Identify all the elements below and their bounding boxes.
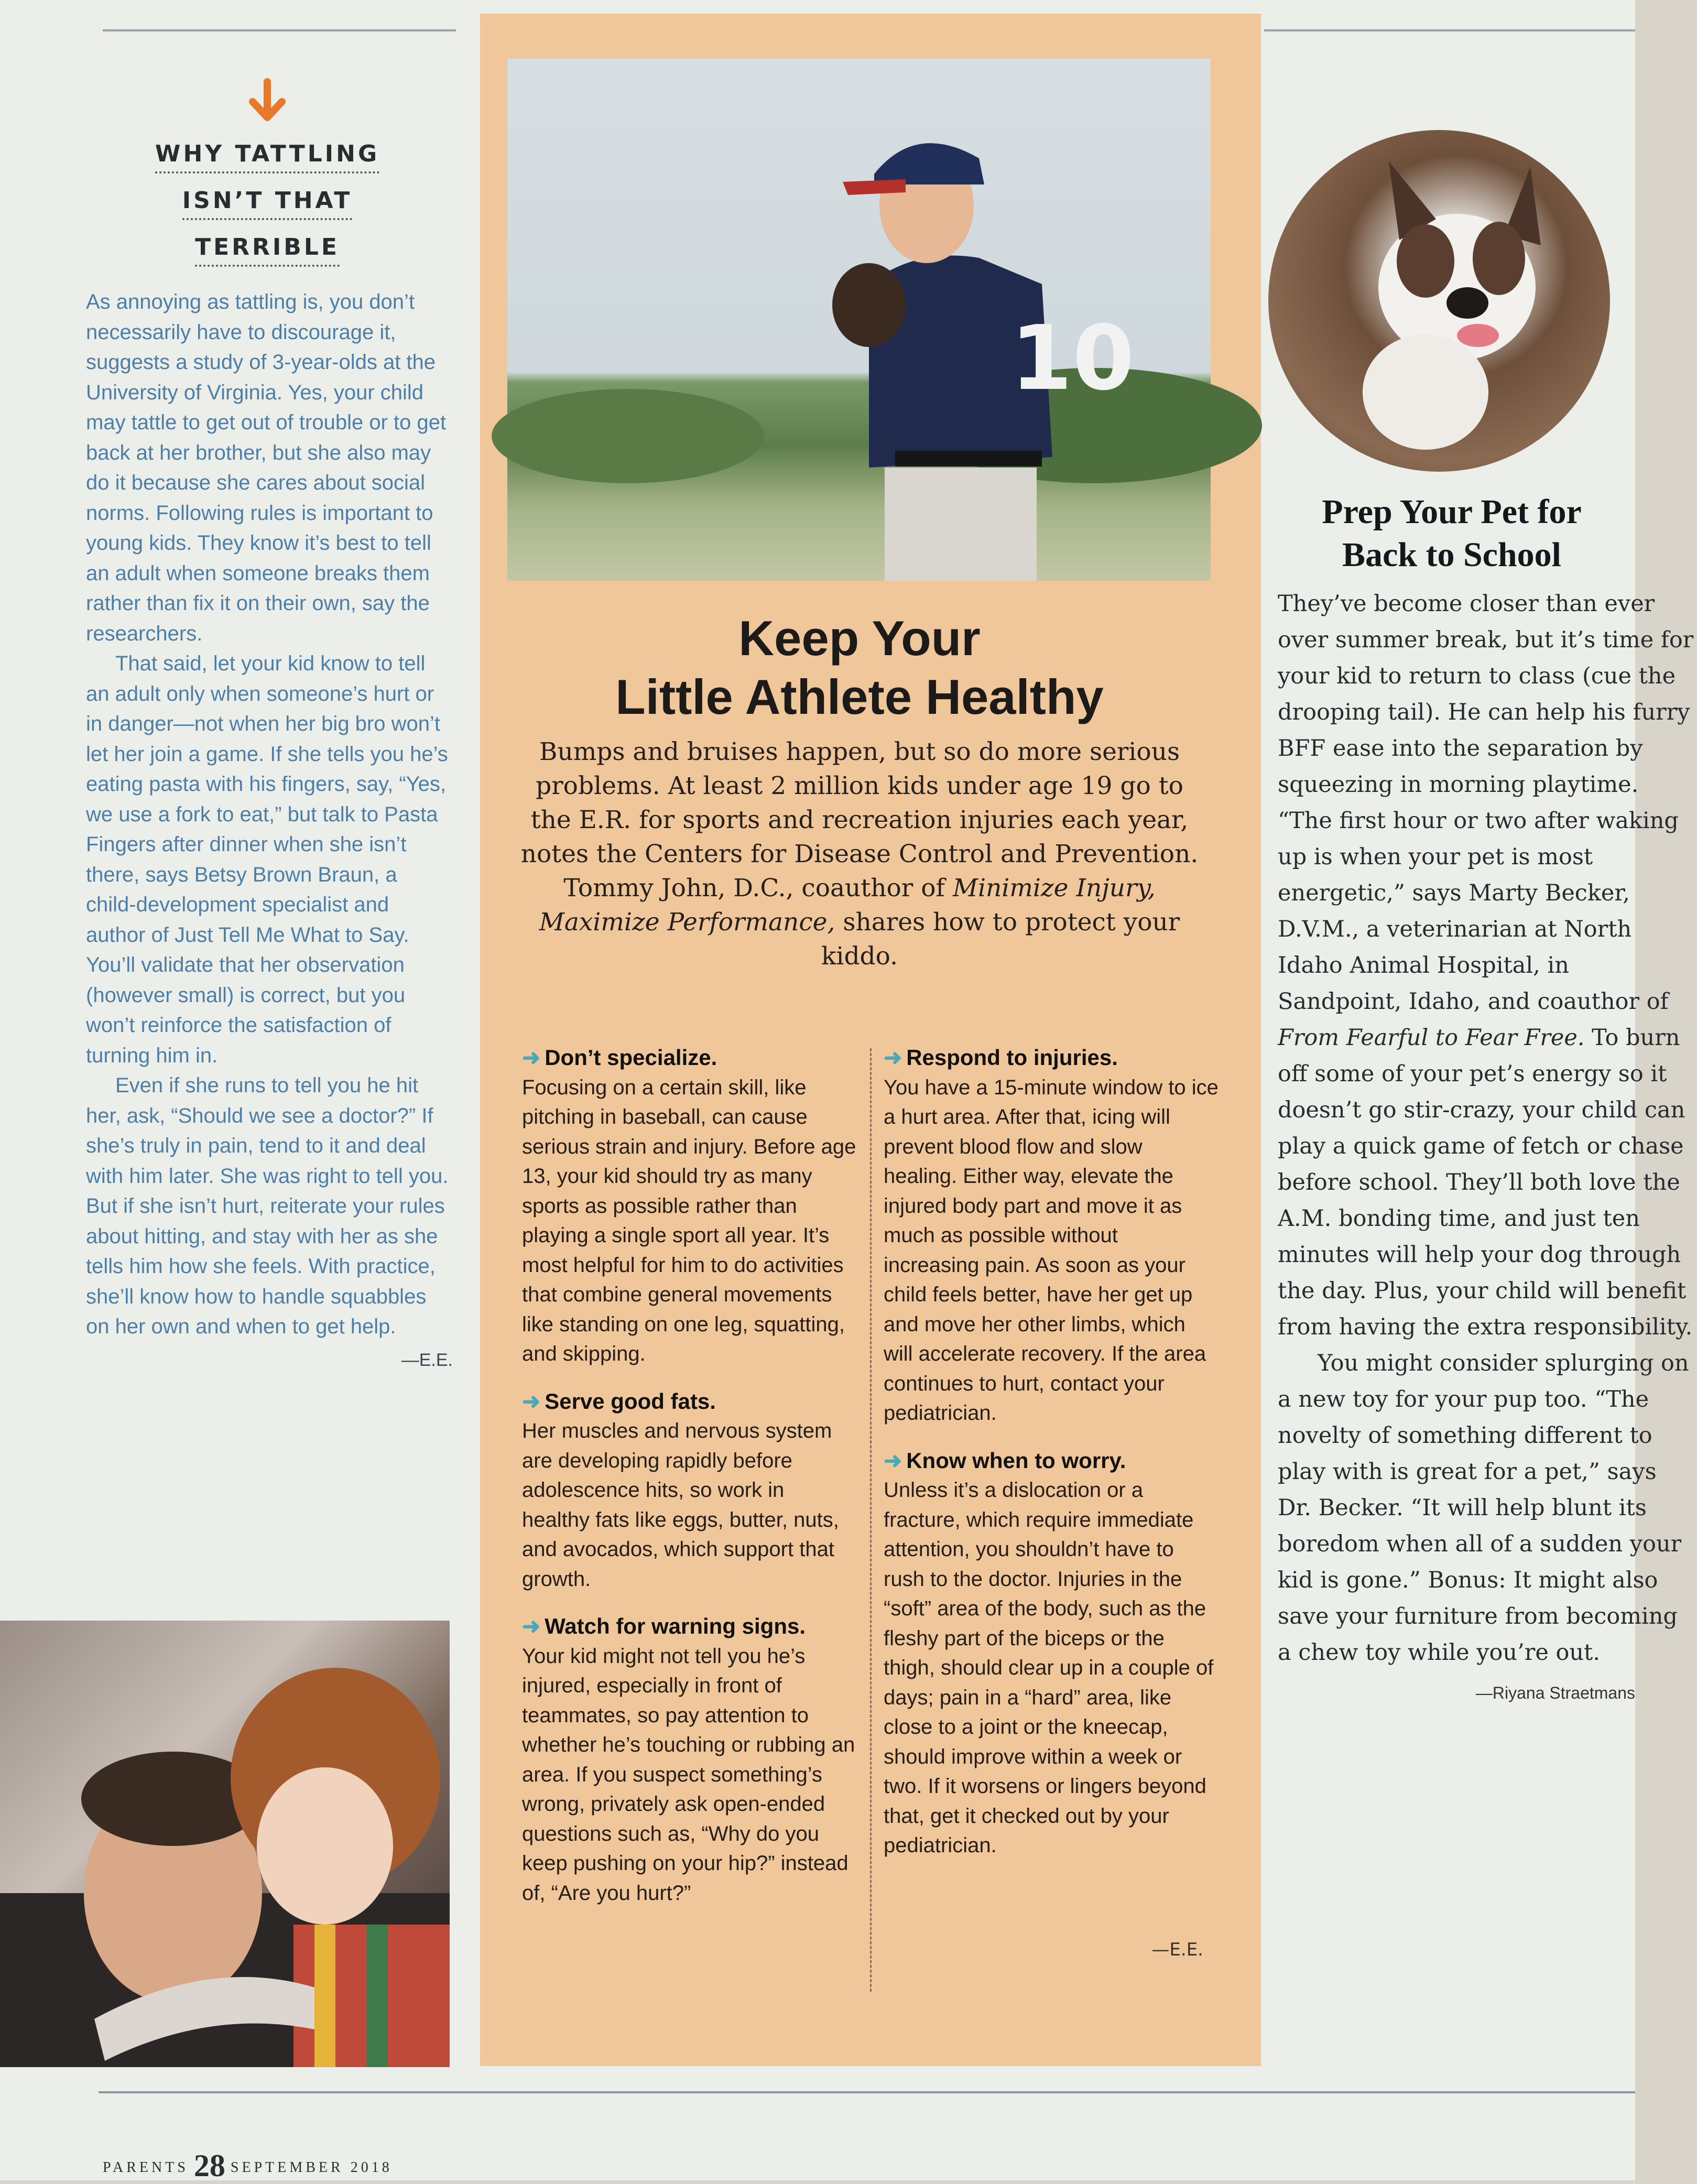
issue-date: SEPTEMBER 2018: [230, 2159, 393, 2176]
tip-body: Unless it’s a dislocation or a fracture, which require immediate attention, you shouldn’t have to rush to the doctor. Injuries in the “soft” area of the body, such as the fleshy part of the biceps or the thigh, should clear up in a couple of days; pain in a “hard” area, like close to a joint or the kneecap, should improve within a week or two. If it worsens or lingers beyond that, get it checked out by your pediatrician.: [884, 1479, 1214, 1857]
intro-text-end: shares how to protect your kiddo.: [821, 908, 1180, 971]
title-line: Back to School: [1342, 536, 1562, 574]
tips-column-right: [884, 1043, 1219, 1878]
paragraph: As annoying as tattling is, you don’t necessarily have to discourage it, suggests a study of 3-year-olds at the University of Virginia. Yes, your child may tattle to get out of trouble or to get back at her brother, but she also may do it because she cares about social norms. Following rules is important to young kids. They know it’s best to tell an adult when someone breaks them rather than fix it on their own, say the researchers.: [86, 290, 447, 645]
tip-heading: ➜ Know when to worry.: [884, 1448, 1126, 1473]
title-line: Prep Your Pet for: [1322, 493, 1582, 531]
tips-columns: [522, 1043, 1219, 2002]
paragraph: You might consider splurging on a new toy for your pup too. “The novelty of something different to play with is great for a pet,” says Dr. Becker. “It will help blunt its boredom when all of a sudden your kid is gone.” Bonus: It might also save your furniture from becoming a chew toy while you’re out.: [1278, 1350, 1689, 1666]
arrow-right-icon: ➜: [884, 1448, 902, 1473]
tip-body: Her muscles and nervous system are developing rapidly before adolescence hits, so work in healthy fats like eggs, butter, nuts, and avocados, which support that growth.: [522, 1419, 839, 1591]
bottom-rule: [99, 2091, 1635, 2093]
heading-line: WHY TATTLING: [155, 136, 379, 173]
tattling-article: [86, 287, 453, 1375]
tip-body: Your kid might not tell you he’s injured, especially in front of teammates, so pay attention to whether he’s touching or rubbing an area. If you suspect something’s wrong, privately ask open-ended questions such as, “Why do you keep pushing on your hip?” instead of, “Are you hurt?”: [522, 1644, 855, 1905]
byline: —Riyana Straetmans: [1475, 1683, 1635, 1702]
baseball-player-photo: [507, 59, 1211, 581]
down-arrow-icon: [242, 78, 292, 128]
tips-column-left: [522, 1043, 857, 1926]
tip-body: Focusing on a certain skill, like pitching in baseball, can cause serious strain and injury. Before age 13, your kid should try as many sports as possible rather than playing a single sport all year. It’s most helpful for him to do activities that combine general movements like standing on one leg, squatting, and skipping.: [522, 1075, 856, 1365]
father-child-photo: [0, 1621, 450, 2067]
title-line: Keep Your: [738, 611, 981, 666]
tip-body: You have a 15-minute window to ice a hurt area. After that, icing will prevent blood flow and slow healing. Either way, elevate the injured body part and move it as much as possible without increasing pain. As soon as your child feels better, have her get up and move her other limbs, which will accelerate recovery. If the area continues to hurt, contact your pediatrician.: [884, 1075, 1219, 1425]
feature-title: [508, 609, 1211, 726]
arrow-right-icon: ➜: [522, 1388, 541, 1414]
tip-heading: ➜ Serve good fats.: [522, 1388, 716, 1414]
book-title: From Fearful to Fear Free.: [1278, 1025, 1585, 1051]
tip-heading: ➜ Respond to injuries.: [884, 1045, 1118, 1070]
paragraph: They’ve become closer than ever over summer break, but it’s time for your kid to return to class (cue the drooping tail). He can help his furry BFF ease into the separation by squeezing in morning playtime. “The first hour or two after waking up is when your pet is most energetic,” says Marty Becker, D.V.M., a veterinarian at North Idaho Animal Hospital, in Sandpoint, Idaho, and coauthor of From Fearful to Fear Free. To burn off some of your pet’s energy so it doesn’t go stir-crazy, your child can play a quick game of fetch or chase before school. They’ll both love the A.M. bonding time, and just ten minutes will help your dog through the day. Plus, your child will benefit from having the extra responsibility.: [1278, 591, 1694, 1340]
page-number: 28: [193, 2148, 225, 2183]
heading-line: TERRIBLE: [195, 230, 340, 267]
byline: —E.E.: [401, 1350, 453, 1370]
top-rule-left: [103, 29, 456, 31]
magazine-name: PARENTS: [103, 2159, 189, 2176]
pet-article: [1278, 586, 1694, 1711]
title-line: Little Athlete Healthy: [615, 669, 1104, 724]
feature-intro: [519, 735, 1200, 973]
arrow-right-icon: ➜: [884, 1045, 902, 1070]
byline: —E.E.: [1151, 1939, 1203, 1960]
arrow-right-icon: ➜: [522, 1614, 541, 1638]
arrow-right-icon: ➜: [522, 1045, 541, 1070]
tip-heading: ➜ Don’t specialize.: [522, 1045, 717, 1070]
dog-photo: [1268, 130, 1610, 472]
jersey-number: 10: [1010, 307, 1135, 410]
intro-text: Bumps and bruises happen, but so do more serious problems. At least 2 million kids under age 19 go to the E.R. for sports and recreation injuries each year, notes the Centers for Disease Control and Prevention. Tommy John, D.C., coauthor of: [520, 737, 1199, 903]
sidebar-heading: [121, 136, 414, 276]
page-folio: [103, 2148, 393, 2184]
heading-line: ISN’T THAT: [182, 183, 352, 220]
paragraph: That said, let your kid know to tell an adult only when someone’s hurt or in danger—not when her big bro won’t let her join a game. If she tells you he’s eating pasta with his fingers, say, “Yes, we use a fork to eat,” but talk to Pasta Fingers after dinner when she isn’t there, says Betsy Brown Braun, a child-development specialist and author of Just Tell Me What to Say. You’ll validate that her observation (however small) is correct, but you won’t reinforce the satisfaction of turning him in.: [86, 652, 448, 1067]
tip-heading: ➜ Watch for warning signs.: [522, 1614, 806, 1638]
paragraph: Even if she runs to tell you he hit her, ask, “Should we see a doctor?” If she’s truly in pain, tend to it and deal with him later. She was right to tell you. But if she isn’t hurt, reiterate your rules about hitting, and stay with her as she tells him how she feels. With practice, she’ll know how to handle squabbles on her own and when to get help.: [86, 1074, 449, 1338]
book-title: Minimize Injury, Maximize Performance,: [539, 874, 1156, 937]
pet-article-title: [1268, 491, 1635, 577]
top-rule-right: [1264, 29, 1635, 31]
column-divider: [870, 1048, 872, 1992]
